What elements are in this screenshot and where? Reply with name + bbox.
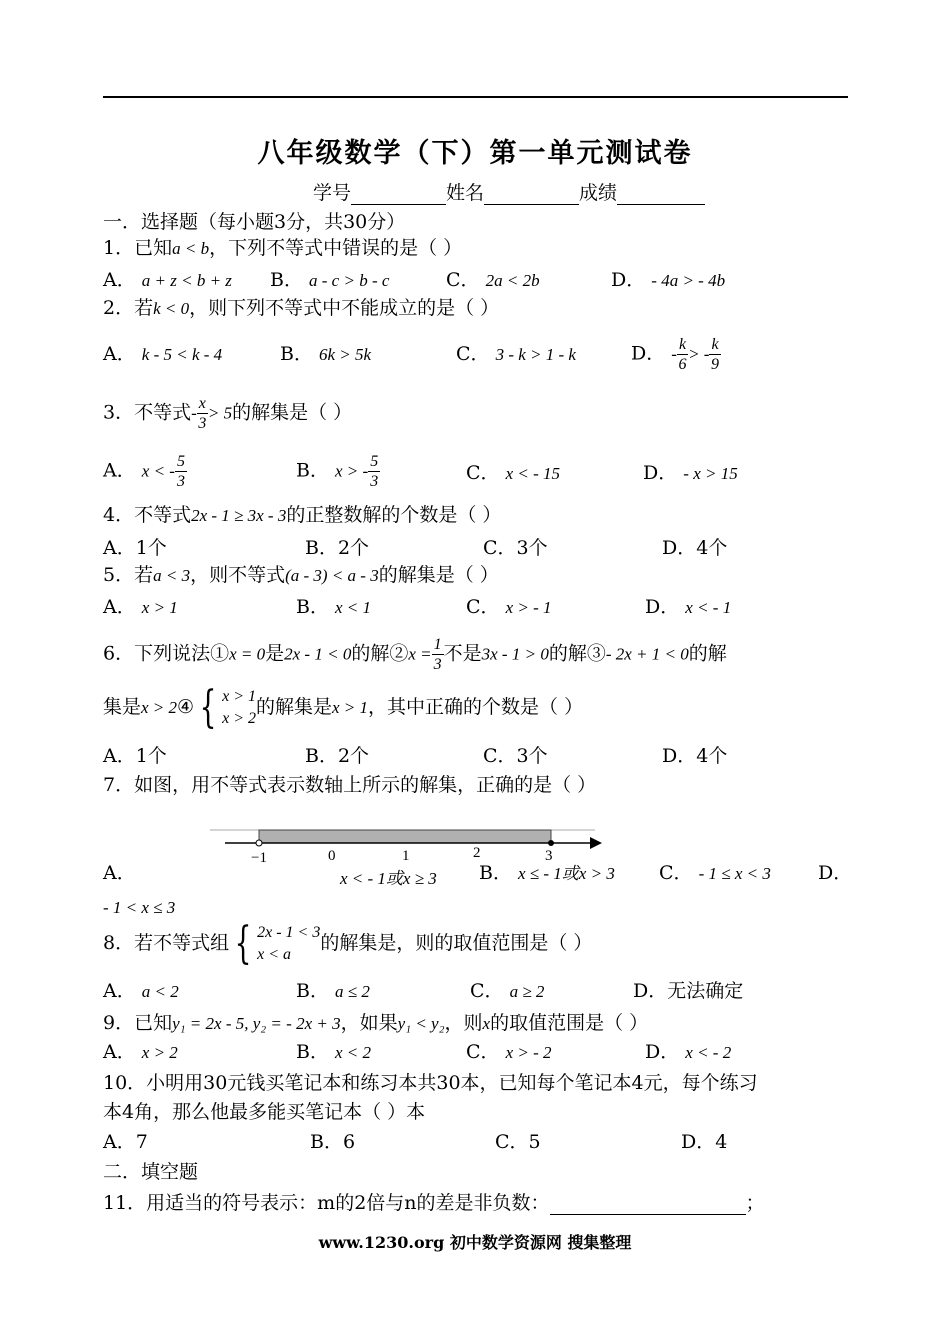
q2-option-d[interactable]: D． - $\frac{k}{6}$ > - $\frac{k}{9}$: [631, 336, 719, 373]
question-2: 2．若k < 0，则下列不等式中不能成立的是（ ）: [103, 297, 500, 319]
q1-stem: 1．已知: [103, 237, 173, 259]
q6-option-d[interactable]: D．4个: [662, 745, 728, 767]
q8-option-a[interactable]: A． a < 2: [103, 980, 179, 1002]
q10-option-c[interactable]: C．5: [495, 1131, 541, 1153]
section-choice-heading: 一．选择题（每小题3分，共30分）: [103, 211, 406, 233]
tick-label: 2: [473, 845, 481, 861]
q4-option-c[interactable]: C．3个: [483, 537, 548, 559]
student-info-line: [313, 181, 705, 205]
q9-option-c[interactable]: C． x > - 2: [466, 1041, 552, 1063]
tick-label: 0: [328, 848, 336, 864]
question-4: 4．不等式2x - 1 ≥ 3x - 3的正整数解的个数是（ ）: [103, 504, 502, 526]
q10-option-b[interactable]: B．6: [310, 1131, 356, 1153]
q5-option-a[interactable]: A． x > 1: [103, 596, 178, 618]
q1-tail: ，下列不等式中错误的是（ ）: [209, 237, 463, 259]
q7-option-a[interactable]: x < - 1或x ≥ 3: [340, 869, 437, 888]
score-blank[interactable]: [617, 184, 705, 205]
q6-option-a[interactable]: A．1个: [103, 745, 167, 767]
q7-option-b[interactable]: B． x ≤ - 1或x > 3: [479, 862, 615, 884]
question-3: 3．不等式- $\frac{x}{3}$ > 5的解集是（ ）: [103, 395, 353, 432]
q5-option-c[interactable]: C． x > - 1: [466, 596, 552, 618]
q1-option-c[interactable]: C． 2a < 2b: [446, 269, 540, 291]
top-rule: [103, 96, 848, 98]
left-brace-icon: {: [199, 682, 217, 733]
q8-option-b[interactable]: B． a ≤ 2: [296, 980, 370, 1002]
closed-endpoint: [548, 840, 554, 846]
q2-option-b[interactable]: B． 6k > 5k: [280, 343, 372, 365]
q4-option-a[interactable]: A．1个: [103, 537, 167, 559]
score-label: 成绩: [579, 182, 618, 204]
q3-option-d[interactable]: D． - x > 15: [643, 462, 738, 484]
question-1: [103, 236, 462, 261]
q11-answer-blank[interactable]: [550, 1194, 746, 1215]
q6-option-b[interactable]: B．2个: [305, 745, 370, 767]
q9-option-b[interactable]: B． x < 2: [296, 1041, 372, 1063]
section-fill-heading: 二．填空题: [103, 1161, 199, 1183]
arrow-icon: [590, 837, 602, 849]
question-6-line1: 6．下列说法①x = 0是2x - 1 < 0的解②x = $\frac{1}{3}$ 不是3x - 1 > 0的解③- 2x + 1 < 0的解: [103, 636, 727, 673]
page-title: 八年级数学（下）第一单元测试卷: [257, 138, 693, 169]
question-6-line2: 集是x > 2④ { x > 1 x > 2 的解集是x > 1，其中正确的个数是（ ）: [103, 682, 584, 733]
q1-condition: a < b: [172, 239, 210, 258]
name-blank[interactable]: [484, 184, 579, 205]
student-id-label: 学号: [313, 182, 352, 204]
q4-option-d[interactable]: D．4个: [662, 537, 728, 559]
footer-source: www.1230.org 初中数学资源网 搜集整理: [318, 1233, 632, 1252]
q7-option-d-label[interactable]: D．: [818, 862, 853, 884]
question-7: 7．如图，用不等式表示数轴上所示的解集，正确的是（ ）: [103, 774, 597, 796]
question-8: 8．若不等式组 { 2x - 1 < 3 x < a 的解集是，则的取值范围是（ ）: [103, 918, 593, 969]
q3-option-a[interactable]: A． x < - $\frac{5}{3}$: [103, 453, 185, 490]
tick-label: 1: [402, 848, 410, 864]
left-brace-icon: {: [234, 918, 252, 969]
solution-region: [259, 830, 551, 843]
tick-label: −1: [251, 850, 267, 866]
q6-option-c[interactable]: C．3个: [483, 745, 548, 767]
question-11: 11．用适当的符号表示：m的2倍与n的差是非负数： ；: [103, 1192, 765, 1214]
q5-option-d[interactable]: D． x < - 1: [645, 596, 732, 618]
q7-option-d[interactable]: - 1 < x ≤ 3: [103, 898, 176, 917]
q2-option-a[interactable]: A． k - 5 < k - 4: [103, 343, 223, 365]
open-endpoint: [256, 840, 262, 846]
q10-option-d[interactable]: D．4: [681, 1131, 728, 1153]
question-5: 5．若a < 3，则不等式(a - 3) < a - 3的解集是（ ）: [103, 564, 499, 586]
question-10-line2: 本4角，那么他最多能买笔记本（ ）本: [103, 1101, 426, 1123]
q8-option-c[interactable]: C． a ≥ 2: [470, 980, 545, 1002]
question-10-line1: 10．小明用30元钱买笔记本和练习本共30本，已知每个笔记本4元，每个练习: [103, 1072, 758, 1094]
name-label: 姓名: [446, 182, 485, 204]
q9-option-a[interactable]: A． x > 2: [103, 1041, 178, 1063]
q1-option-d[interactable]: D． - 4a > - 4b: [611, 269, 726, 291]
q10-option-a[interactable]: A．7: [103, 1131, 148, 1153]
q3-option-c[interactable]: C． x < - 15: [466, 462, 561, 484]
question-9: 9．已知y₁ = 2x - 5, y₂ = - 2x + 3，如果y₁ < y₂，则x的取值范围是（ ）: [103, 1012, 649, 1034]
q4-option-b[interactable]: B．2个: [305, 537, 370, 559]
q2-option-c[interactable]: C． 3 - k > 1 - k: [456, 343, 576, 365]
q9-option-d[interactable]: D． x < - 2: [645, 1041, 732, 1063]
q3-option-b[interactable]: B． x > - $\frac{5}{3}$: [296, 453, 379, 490]
q8-option-d[interactable]: D．无法确定: [633, 980, 744, 1002]
q7-option-a-label[interactable]: A．: [103, 862, 136, 884]
q7-option-c[interactable]: C． - 1 ≤ x < 3: [659, 862, 771, 884]
q5-option-b[interactable]: B． x < 1: [296, 596, 372, 618]
q1-option-a[interactable]: A． a + z < b + z: [103, 269, 232, 291]
q1-option-b[interactable]: B． a - c > b - c: [270, 269, 390, 291]
student-id-blank[interactable]: [351, 184, 446, 205]
tick-label: 3: [545, 848, 553, 864]
